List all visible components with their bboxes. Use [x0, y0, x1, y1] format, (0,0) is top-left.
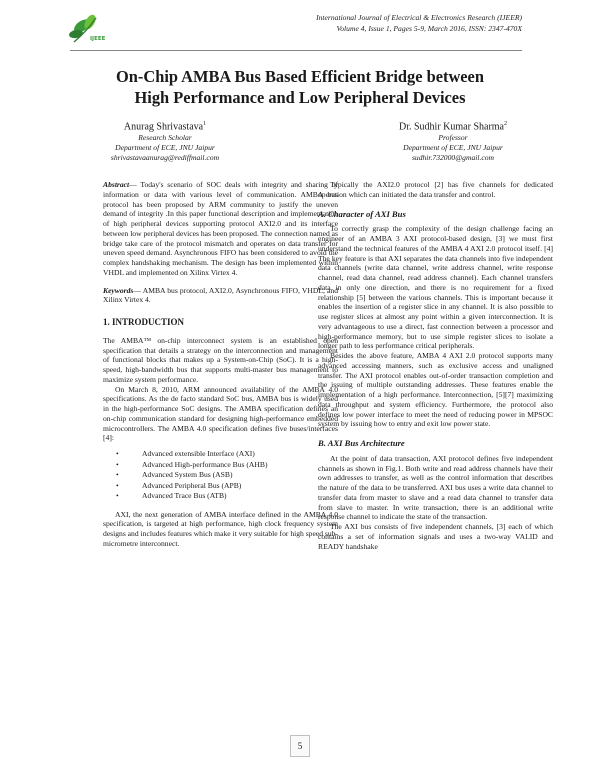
journal-logo: [68, 10, 128, 48]
intro-paragraph-1: The AMBA™ on-chip interconnect system is an established open specification that details a strategy on the interconnection and management of functional blocks that makes up a System-on-Chip (SoC). It is a high-speed, high-bandwidth bus that supports multi-master bus management to maximize system performance.: [103, 335, 338, 384]
section-a-paragraph-1: To correctly grasp the complexity of the design challenge facing an engineer of an AMBA 3 AXI protocol-based design, [3] we must first understand the technical features of the AMBA 4 AXI 2.0 protocol itself. [4] The key feature is that AXI separates the data channels into five independent data channels (write data channel, write address channel, write response channel, read data channel, read address channel). Each channel transfers data in only one direction, and there is no requirement for a fixed relationship [5] between the various channels. This is important because it enables the insertion of a register slice in any channel. It is also possible to use register slices at almost any point within a given interconnection. It is very advantageous to use a direct, fast connection between a processor and high-performance memory, but to use simple register slices to isolate a longer path to less performance critical peripherals.: [318, 224, 553, 351]
author-2-role: Professor: [438, 133, 468, 143]
section-b-paragraph-2: The AXI bus consists of five independent channels, [3] each of which contains a set of information signals and uses a two-way VALID and READY handshake: [318, 522, 553, 551]
leaf-logo-icon: [68, 10, 128, 48]
author-2-dept: Department of ECE, JNU Jaipur: [403, 142, 503, 152]
right-column: [318, 180, 553, 551]
title-line-2: High Performance and Low Peripheral Devices: [134, 88, 466, 107]
keywords: Keywords— AMBA bus protocol, AXI2.0, Asynchronous FIFO, VHDL, and Xilinx Virtex 4.: [103, 285, 338, 305]
section-a-heading: A. Character of AXI Bus: [318, 208, 406, 219]
section-a-paragraph-2: Besides the above feature, AMBA 4 AXI 2.0 protocol supports many advanced accessing manners, such as exclusive access and unaligned transfer. The AXI protocol enables out-of-order transaction completion and the issuing of multiple outstanding addresses. These features enable the implementation of a high performance. Interconnection, [5][7] maximizing data throughput and system efficiency. Furthermore, the protocol also defines low power interface to meet the need of reducing power in MPSOC system by issuing how to entry and exit low power state.: [318, 351, 553, 429]
author-2: [348, 118, 558, 162]
list-item: • Advanced High-performance Bus (AHB): [142, 460, 338, 471]
author-1-dept: Department of ECE, JNU Jaipur: [115, 142, 215, 152]
intro-paragraph-3: AXI, the next generation of AMBA interface defined in the AMBA 4.0 specification, is targeted at high performance, high clock frequency system designs and includes features which make it very suitable for high speed sub-micrometre interconnect.: [103, 509, 338, 548]
page-number: 5: [290, 735, 310, 757]
list-item: • Advanced Trace Bus (ATB): [142, 491, 338, 502]
section-b-paragraph-1: At the point of data transaction, AXI protocol defines five independent channels as shown in Fig.1. Both write and read address channels have their own addresses to transfer, as well as the control information that describes the nature of the data to be transferred. AXI bus uses a write data channel to transfer data from master to slave and a read data channel to transfer data from slave to master. In write transaction, there is an additional write response channel to indicate the state of the transaction.: [318, 453, 553, 522]
section-introduction-heading: 1. INTRODUCTION: [103, 317, 185, 327]
header-rule: [70, 50, 522, 51]
intro-paragraph-2: On March 8, 2010, ARM announced availability of the AMBA 4.0 specifications. As the de facto standard SoC bus, AMBA bus is widely used in the high-performance SoC designs. The AMBA specification defines an on-chip communication standard for designing high-performance embedded microcontrollers. The AMBA 4.0 specification defines five buses/interfaces [4]:: [103, 384, 338, 443]
author-1-role: Research Scholar: [138, 133, 192, 143]
journal-name: International Journal of Electrical & Electronics Research (IJEER): [316, 13, 522, 22]
author-2-name: Dr. Sudhir Kumar Sharma$^2$: [399, 121, 507, 133]
list-item: • Advanced System Bus (ASB): [142, 470, 338, 481]
abstract: Abstract— Today's scenario of SOC deals with integrity and sharing of information or data with various level of communication. AMBA bus protocol has been proposed by ARM community to justify the uneven demand of integrity .In this paper functional description and implementation of high peripheral devices supporting protocol AXI2.0 and its interface between low peripheral devices has been proposed. The connection named as bridge take care of the protocol mismatch and operates on data transfer for uneven speed demand. Asynchronous FIFO has been considered to avoid the complex handshaking mechanism. The design has been implemented within VHDL and implemented on Xilinx Virtex 4.: [103, 180, 338, 277]
author-2-email[interactable]: sudhir.732000@gmail.com: [411, 152, 495, 162]
title-line-1: On-Chip AMBA Bus Based Efficient Bridge between: [116, 67, 484, 86]
journal-header: [222, 12, 522, 34]
channels-paragraph: Typically the AXI2.0 protocol [2] has five channels for dedicated operation which can initiated the data transfer and control.: [318, 180, 553, 199]
author-1-email[interactable]: shrivastavaanurag@rediffmail.com: [110, 152, 220, 162]
author-1: [60, 118, 270, 162]
logo-text: IJEEE: [90, 36, 106, 42]
journal-volume: Volume 4, Issue 1, Pages 5-9, March 2016, ISSN: 2347-470X: [336, 24, 522, 33]
list-item: • Advanced Peripheral Bus (APB): [142, 481, 338, 492]
section-b-heading: B. AXI Bus Architecture: [318, 438, 405, 448]
left-column: [103, 180, 338, 549]
paper-title: [60, 66, 540, 108]
bus-list: [103, 449, 338, 502]
list-item: • Advanced extensible Interface (AXI): [142, 449, 338, 460]
author-1-name: Anurag Shrivastava$^1$: [123, 121, 207, 133]
